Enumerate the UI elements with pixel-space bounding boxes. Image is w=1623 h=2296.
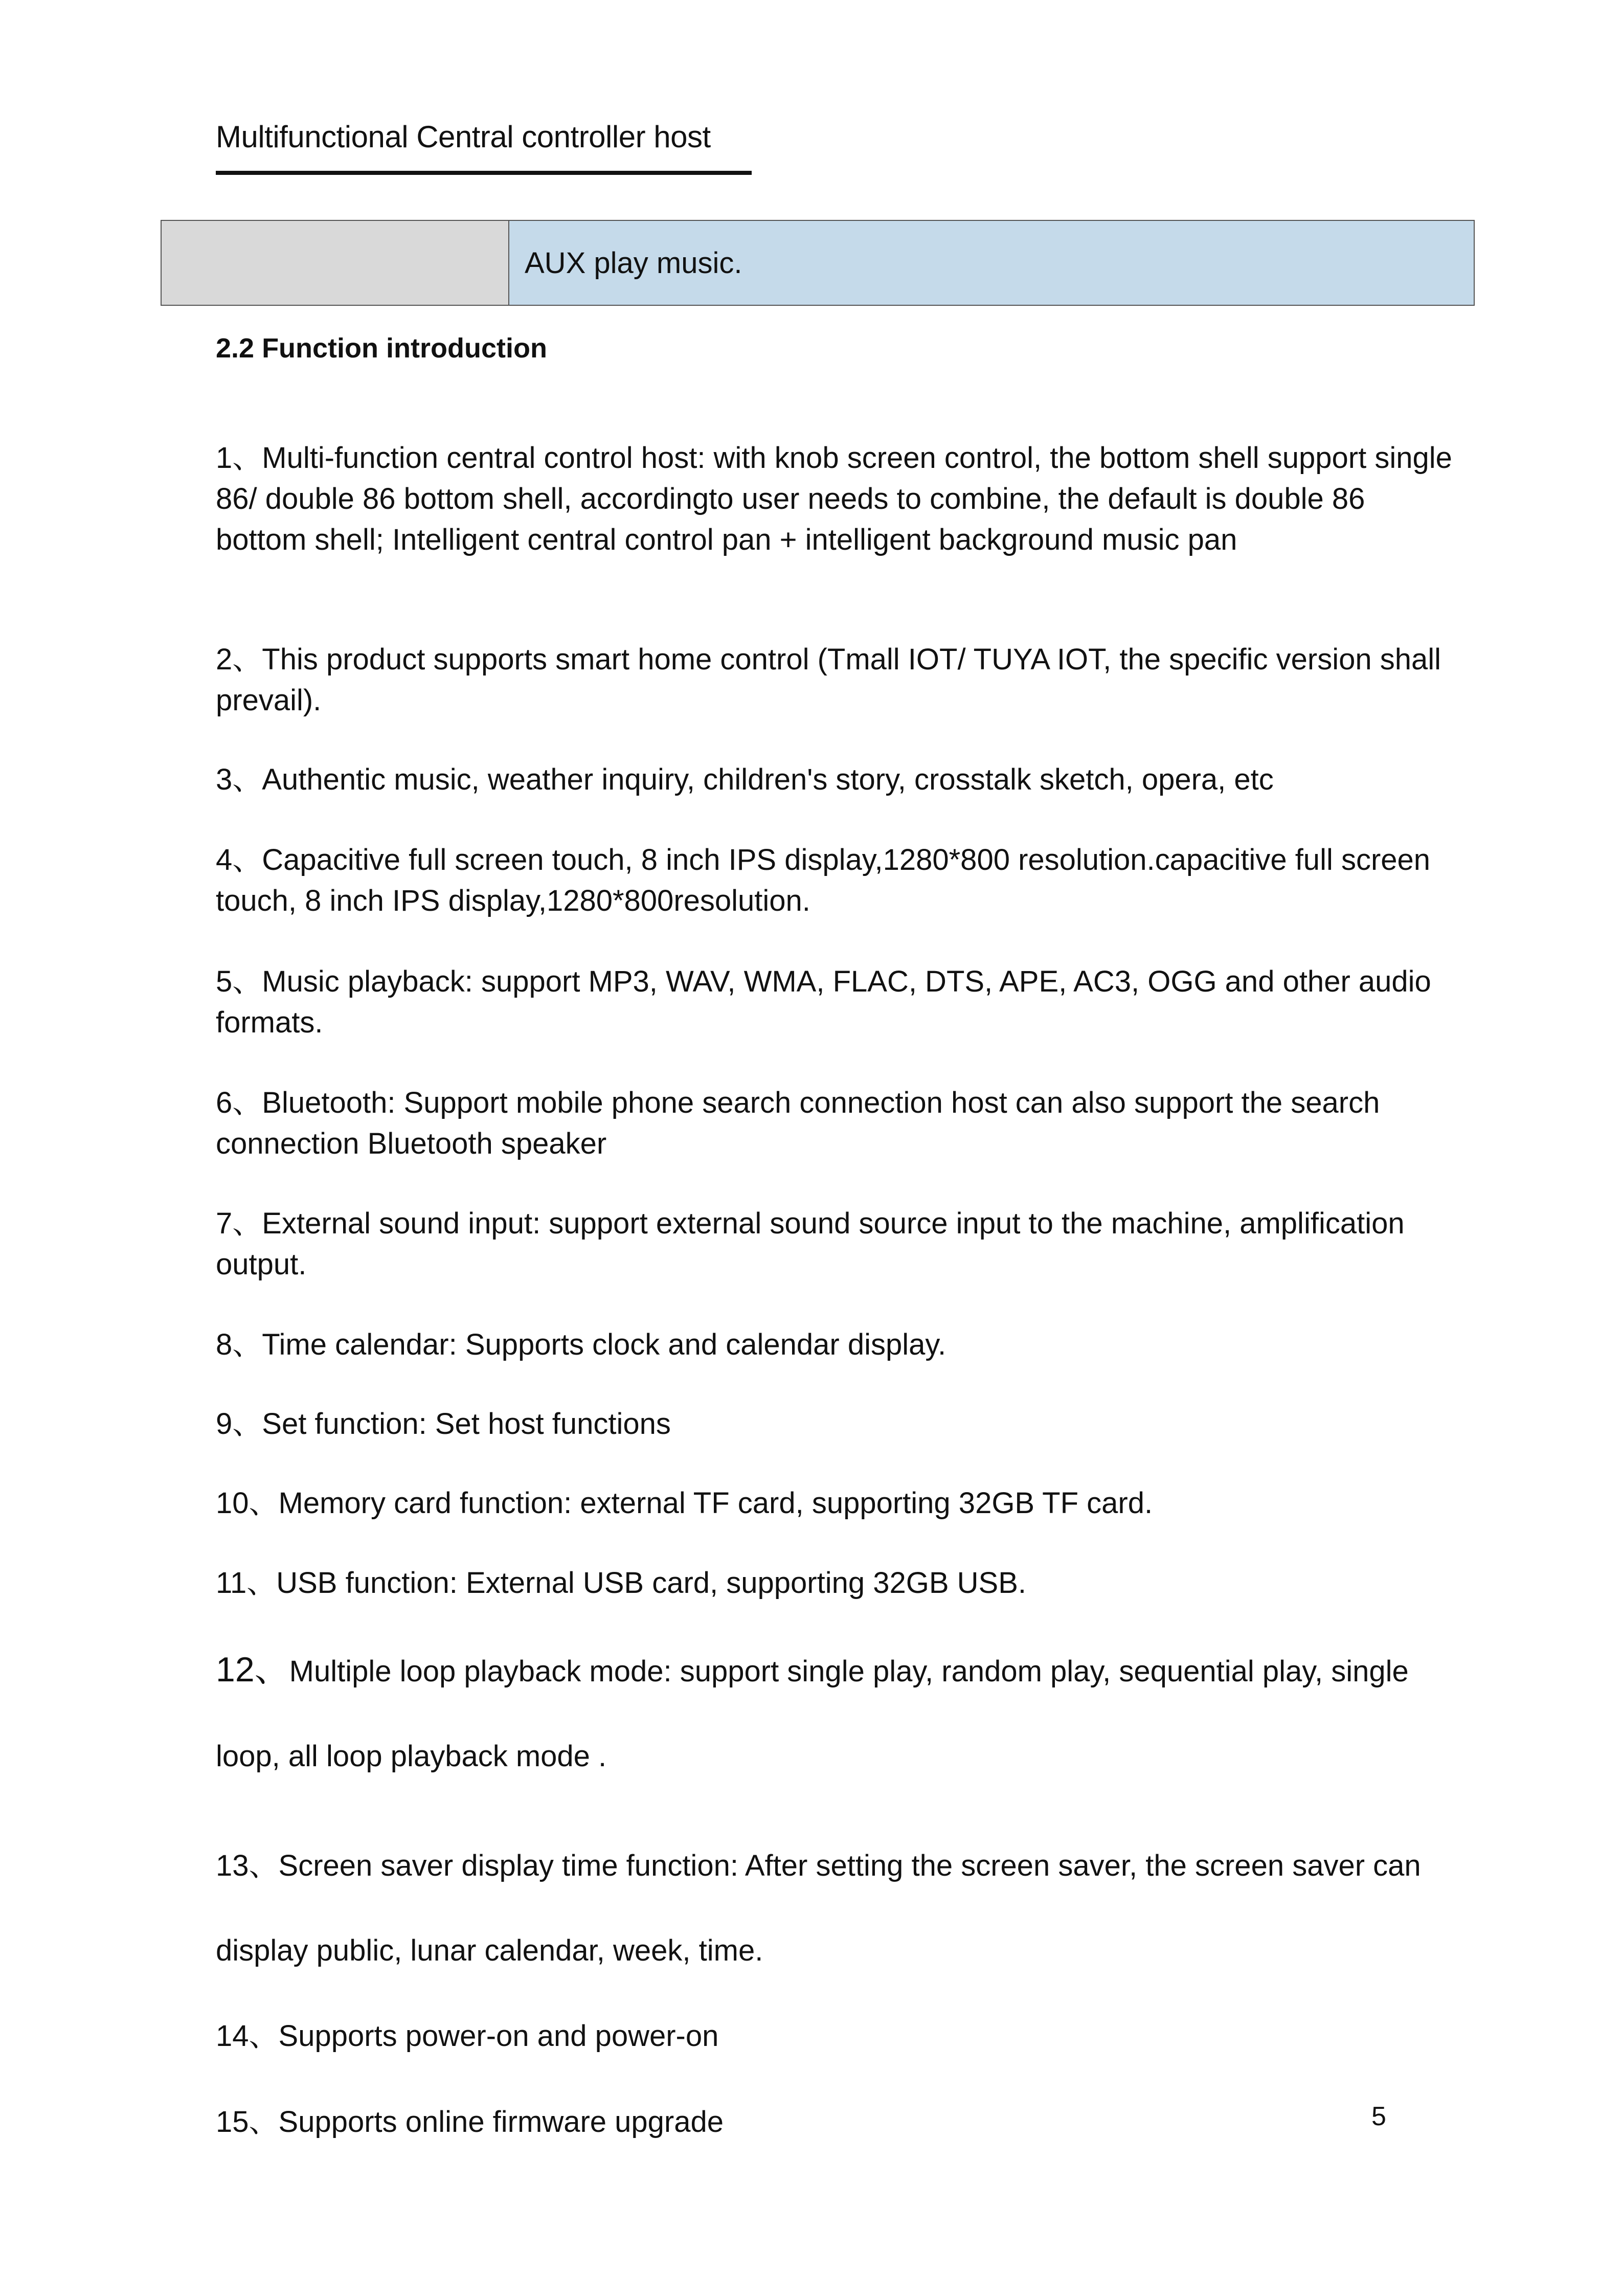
list-item: [216, 1483, 1463, 1524]
section-heading: 2.2 Function introduction: [216, 333, 547, 364]
list-item-index: 6、: [216, 1086, 262, 1119]
list-item-text: Multi-function central control host: with knob screen control, the bottom shell support single 86/ double 86 bottom shell, accordingto user needs to combine, the default is double 86 bottom shell; Intelligent central control pan + intelligent background music pan: [216, 441, 1452, 556]
list-item-text: USB function: External USB card, supporting 32GB USB.: [276, 1566, 1027, 1600]
list-item-text: Supports power-on and power-on: [278, 2019, 719, 2053]
list-item: [216, 1324, 1463, 1365]
list-item-index: 3、: [216, 763, 262, 796]
list-item: [216, 1404, 1463, 1445]
list-item-text: External sound input: support external sound source input to the machine, amplification output.: [216, 1207, 1405, 1281]
spec-table-right-cell: AUX play music.: [509, 221, 1474, 305]
spec-table-row: [161, 220, 1475, 306]
list-item-index: 7、: [216, 1207, 262, 1240]
list-item-index: 15、: [216, 2105, 279, 2139]
list-item: [216, 759, 1463, 800]
page-number: 5: [1371, 2102, 1386, 2131]
list-item: [216, 2016, 1463, 2057]
spec-table-left-cell: [162, 221, 509, 305]
list-item: [216, 2102, 1463, 2143]
list-item: [216, 1824, 1463, 1993]
list-item-index: 8、: [216, 1328, 262, 1361]
list-item-index: 2、: [216, 643, 262, 676]
list-item-index: 9、: [216, 1407, 262, 1440]
list-item-text: Memory card function: external TF card, supporting 32GB TF card.: [278, 1487, 1153, 1520]
list-item-text: Multiple loop playback mode: support single play, random play, sequential play, single loop, all loop playback mode .: [216, 1655, 1409, 1773]
list-item-index: 4、: [216, 843, 262, 876]
list-item-index: 10、: [216, 1487, 279, 1520]
list-item-index: 11、: [216, 1566, 277, 1600]
list-item-text: Authentic music, weather inquiry, children's story, crosstalk sketch, opera, etc: [262, 763, 1274, 796]
list-item-index: 5、: [216, 965, 262, 998]
list-item-text: Supports online firmware upgrade: [278, 2105, 724, 2139]
list-item: [216, 961, 1463, 1043]
list-item-text: Bluetooth: Support mobile phone search connection host can also support the search connection Bluetooth speaker: [216, 1086, 1380, 1160]
list-item-index: 12、: [216, 1650, 289, 1689]
page-header-title: Multifunctional Central controller host: [216, 120, 711, 154]
list-item: [216, 1083, 1463, 1164]
list-item-index: 14、: [216, 2019, 279, 2053]
list-item-index: 1、: [216, 441, 262, 475]
list-item-text: Time calendar: Supports clock and calendar display.: [262, 1328, 946, 1361]
list-item-text: Music playback: support MP3, WAV, WMA, FLAC, DTS, APE, AC3, OGG and other audio formats.: [216, 965, 1431, 1039]
list-item: [216, 840, 1463, 921]
list-item-index: 13、: [216, 1849, 279, 1882]
list-item-text: Screen saver display time function: After setting the screen saver, the screen saver can display public, lunar calendar, week, time.: [216, 1849, 1421, 1967]
list-item: [216, 1203, 1463, 1285]
list-item: [216, 639, 1463, 721]
list-item: [216, 1563, 1463, 1604]
list-item: [216, 438, 1463, 560]
list-item: [216, 1627, 1463, 1799]
list-item-text: This product supports smart home control (Tmall IOT/ TUYA IOT, the specific version shall prevail).: [216, 643, 1441, 717]
list-item-text: Set function: Set host functions: [262, 1407, 671, 1440]
list-item-text: Capacitive full screen touch, 8 inch IPS display,1280*800 resolution.capacitive full screen touch, 8 inch IPS display,1280*800resolution.: [216, 843, 1431, 917]
header-underline: [216, 171, 752, 175]
